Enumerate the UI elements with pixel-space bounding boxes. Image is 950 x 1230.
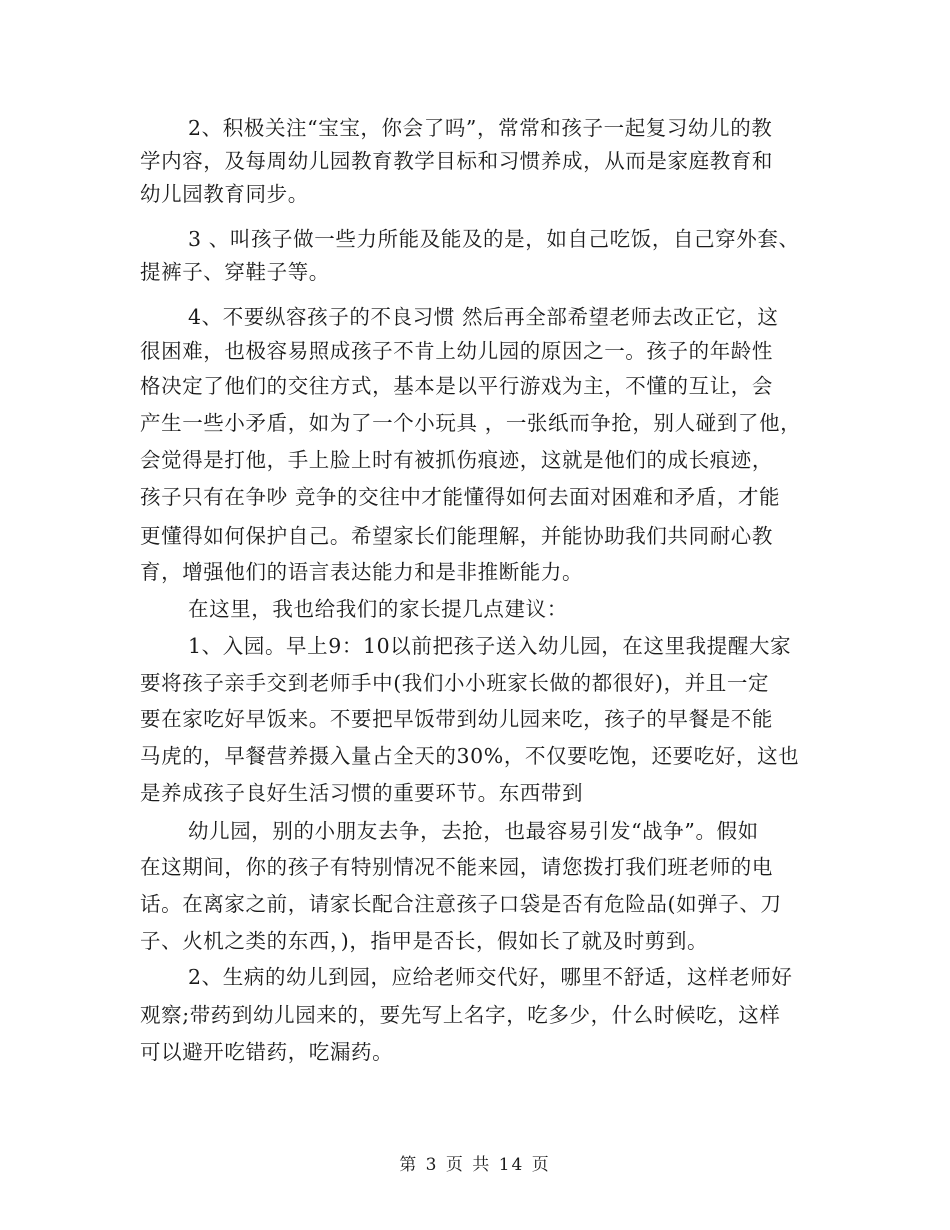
paragraph-line: 更懂得如何保护自己。希望家长们能理解，并能协助我们共同耐心教 <box>140 524 773 548</box>
paragraph-line: 子、火机之类的东西，)，指甲是否长，假如长了就及时剪到。 <box>140 929 709 953</box>
paragraph-line: 在这里，我也给我们的家长提几点建议： <box>188 597 568 621</box>
page-number-footer: 第 3 页 共 14 页 <box>399 1155 551 1175</box>
paragraph-line: 要将孩子亲手交到老师手中(我们小小班家长做的都很好)，并且一定 <box>140 671 770 695</box>
paragraph-line: 在这期间，你的孩子有特别情况不能来园，请您拨打我们班老师的电 <box>140 855 773 879</box>
paragraph-line: 孩子只有在争吵 竞争的交往中才能懂得如何去面对困难和矛盾，才能 <box>140 485 781 509</box>
paragraph-line: 要在家吃好早饭来。不要把早饭带到幼儿园来吃，孩子的早餐是不能 <box>140 707 773 731</box>
paragraph-line: 学内容，及每周幼儿园教育教学目标和习惯养成，从而是家庭教育和 <box>140 149 773 173</box>
paragraph-line: 4、不要纵容孩子的不良习惯 然后再全部希望老师去改正它，这 <box>188 305 779 329</box>
paragraph-line: 是养成孩子良好生活习惯的重要环节。东西带到 <box>140 781 584 805</box>
paragraph-line: 格决定了他们的交往方式，基本是以平行游戏为主，不懂的互让，会 <box>140 374 773 398</box>
paragraph-line: 2、积极关注“宝宝，你会了吗”，常常和孩子一起复习幼儿的教 <box>188 116 773 140</box>
paragraph-line: 很困难，也极容易照成孩子不肯上幼儿园的原因之一。孩子的年龄性 <box>140 339 773 363</box>
paragraph-line: 育，增强他们的语言表达能力和是非推断能力。 <box>140 560 584 584</box>
paragraph-line: 提裤子、穿鞋子等。 <box>140 260 330 284</box>
paragraph-line: 观察;带药到幼儿园来的，要先写上名字，吃多少，什么时候吃，这样 <box>140 1003 781 1027</box>
paragraph-line: 3 、叫孩子做一些力所能及能及的是，如自己吃饭，自己穿外套、 <box>188 227 800 251</box>
paragraph-line: 话。在离家之前，请家长配合注意孩子口袋是否有危险品(如弹子、刀 <box>140 892 782 916</box>
paragraph-line: 幼儿园，别的小朋友去争，去抢，也最容易引发“战争”。假如 <box>188 819 759 843</box>
paragraph-line: 会觉得是打他，手上脸上时有被抓伤痕迹，这就是他们的成长痕迹， <box>140 448 773 472</box>
paragraph-line: 2、生病的幼儿到园，应给老师交代好，哪里不舒适，这样老师好 <box>188 965 793 989</box>
paragraph-line: 马虎的，早餐营养摄入量占全天的30%，不仅要吃饱，还要吃好，这也 <box>140 744 800 768</box>
paragraph-line: 幼儿园教育同步。 <box>140 182 309 206</box>
paragraph-line: 可以避开吃错药，吃漏药。 <box>140 1040 394 1064</box>
paragraph-line: 1、入园。早上9：10以前把孩子送入幼儿园，在这里我提醒大家 <box>188 634 792 658</box>
paragraph-line: 产生一些小矛盾，如为了一个小玩具 ，一张纸而争抢，别人碰到了他， <box>140 411 802 435</box>
